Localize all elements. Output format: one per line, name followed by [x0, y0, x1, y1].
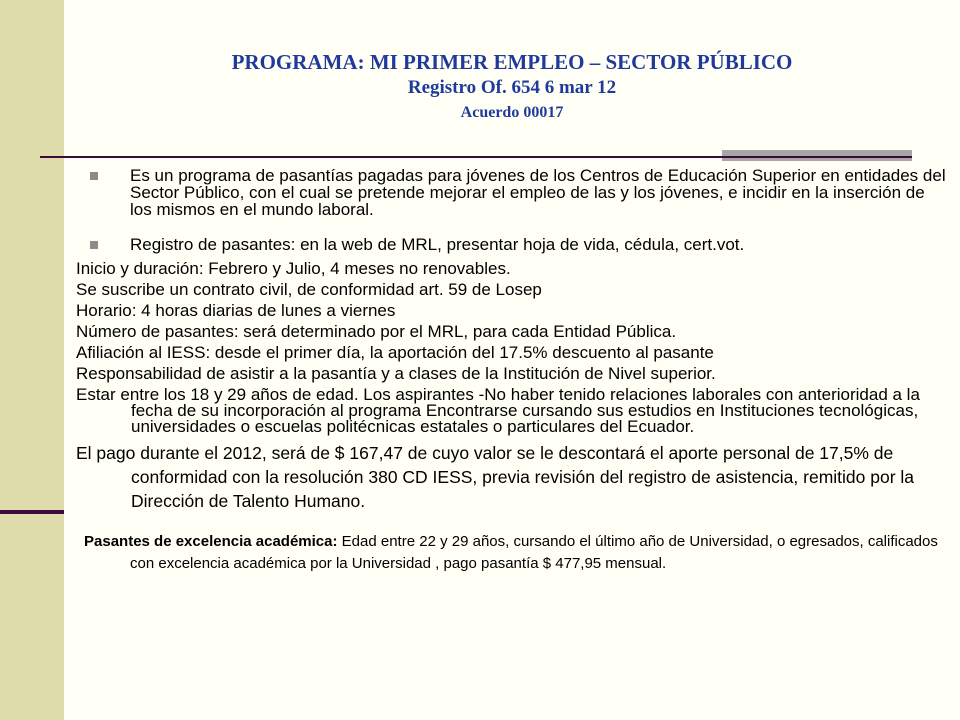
- line-age-requirement: Estar entre los 18 y 29 años de edad. Los aspirantes -No haber tenido relaciones laborales con anterioridad a la fecha de su incorporación al programa Encontrarse cursando sus estudios en Instituciones tecnológicas, universidades o escuelas politécnicas estatales o particulares del Ecuador.: [76, 385, 920, 436]
- payment-paragraph: El pago durante el 2012, será de $ 167,47 de cuyo valor se le descontará el aporte personal de 17,5% de conformidad con la resolución 380 CD IESS, previa revisión del registro de asistencia, remitido por la Dirección de Talento Humano.: [76, 443, 915, 511]
- title-divider: [40, 156, 912, 158]
- title-line-3: Acuerdo 00017: [460, 104, 564, 121]
- title-line-2: Registro Of. 654 6 mar 12: [407, 77, 617, 98]
- square-bullet-icon: [90, 172, 98, 180]
- excellence-label: Pasantes de excelencia académica:: [84, 532, 338, 550]
- title-line-1: PROGRAMA: MI PRIMER EMPLEO – SECTOR PÚBLICO: [231, 50, 793, 74]
- slide-title: [64, 48, 960, 126]
- square-bullet-icon: [90, 241, 98, 249]
- left-accent-bar: [0, 0, 64, 720]
- excellence-paragraph: [76, 531, 946, 575]
- line-duration: Inicio y duración: Febrero y Julio, 4 meses no renovables.: [76, 259, 511, 278]
- bullet-text: Registro de pasantes: en la web de MRL, presentar hoja de vida, cédula, cert.vot.: [130, 235, 745, 254]
- bullet-program: [76, 167, 946, 218]
- bullet-registration: [76, 236, 946, 253]
- line-contract: Se suscribe un contrato civil, de conformidad art. 59 de Losep: [76, 280, 542, 299]
- line-iess: Afiliación al IESS: desde el primer día, la aportación del 17.5% descuento al pasante: [76, 343, 714, 362]
- line-responsibility: Responsabilidad de asistir a la pasantía y a clases de la Institución de Nivel superior.: [76, 364, 716, 383]
- line-intern-count: Número de pasantes: será determinado por el MRL, para cada Entidad Pública.: [76, 322, 677, 341]
- line-schedule: Horario: 4 horas diarias de lunes a viernes: [76, 301, 396, 320]
- slide-body: [76, 167, 946, 590]
- bullet-text: Es un programa de pasantías pagadas para jóvenes de los Centros de Educación Superior en entidades del Sector Público, con el cual se pretende mejorar el empleo de las y los jóvenes, e incidir en la inserción de los mismos en el mundo laboral.: [130, 166, 946, 219]
- left-divider: [0, 510, 64, 514]
- excellence-text: Edad entre 22 y 29 años, cursando el último año de Universidad, o egresados, calificados con excelencia académica por la Universidad , pago pasantía $ 477,95 mensual.: [130, 532, 938, 572]
